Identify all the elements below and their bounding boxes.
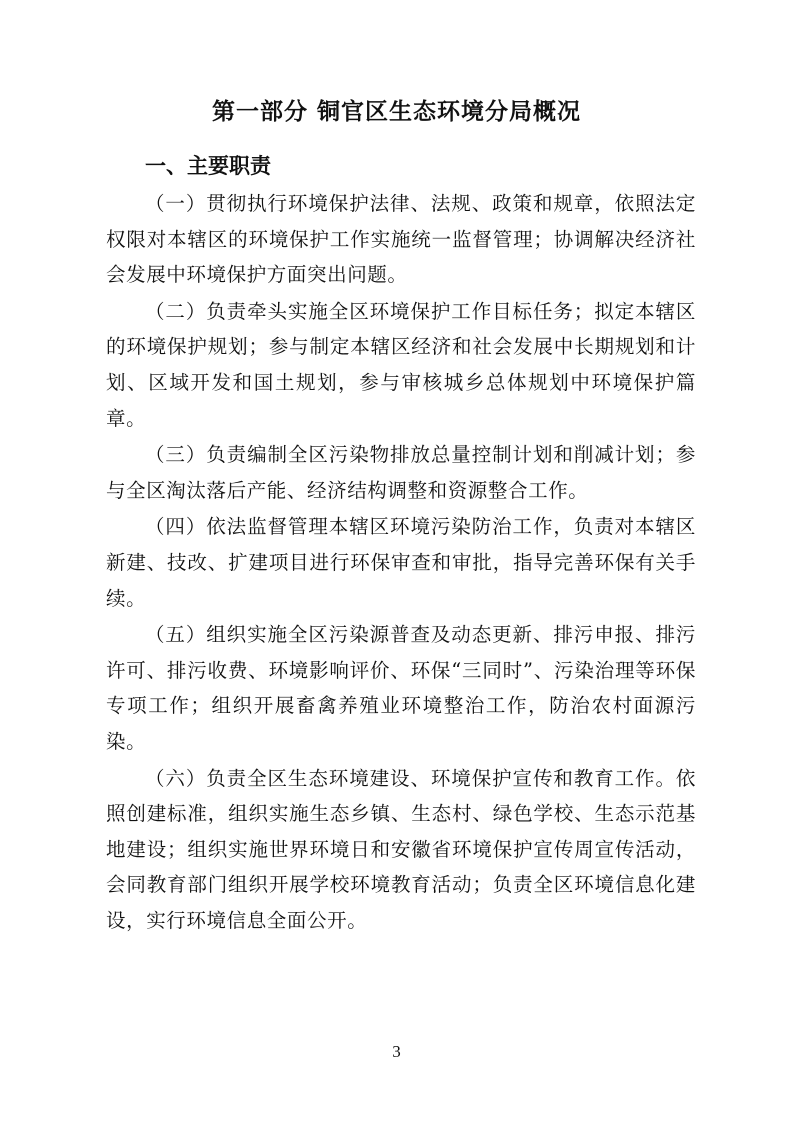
paragraph-2: （二）负责牵头实施全区环境保护工作目标任务；拟定本辖区的环境保护规划；参与制定本辖区经济和社会发展中长期规划和计划、区域开发和国土规划，参与审核城乡总体规划中环境保护篇章。 [106, 299, 696, 430]
paragraph-4: （四）依法监督管理本辖区环境污染防治工作，负责对本辖区新建、技改、扩建项目进行环保审查和审批，指导完善环保有关手续。 [106, 515, 696, 610]
page-title: 第一部分 铜官区生态环境分局概况 [211, 99, 581, 125]
page-number: 3 [392, 1042, 401, 1061]
paragraph-1: （一）贯彻执行环境保护法律、法规、政策和规章，依照法定权限对本辖区的环境保护工作实施统一监督管理；协调解决经济社会发展中环境保护方面突出问题。 [106, 192, 696, 287]
body-text [106, 186, 696, 939]
paragraph-6: （六）负责全区生态环境建设、环境保护宣传和教育工作。依照创建标准，组织实施生态乡镇、生态村、绿色学校、生态示范基地建设；组织实施世界环境日和安徽省环境保护宣传周宣传活动，会同教育部门组织开展学校环境教育活动；负责全区环境信息化建设，实行环境信息全面公开。 [106, 766, 696, 932]
section-heading: 一、主要职责 [145, 154, 271, 178]
paragraph-3: （三）负责编制全区污染物排放总量控制计划和削减计划；参与全区淘汰落后产能、经济结构调整和资源整合工作。 [106, 443, 696, 502]
paragraph-5: （五）组织实施全区污染源普查及动态更新、排污申报、排污许可、排污收费、环境影响评价、环保“三同时”、污染治理等环保专项工作；组织开展畜禽养殖业环境整治工作，防治农村面源污染。 [106, 623, 696, 753]
